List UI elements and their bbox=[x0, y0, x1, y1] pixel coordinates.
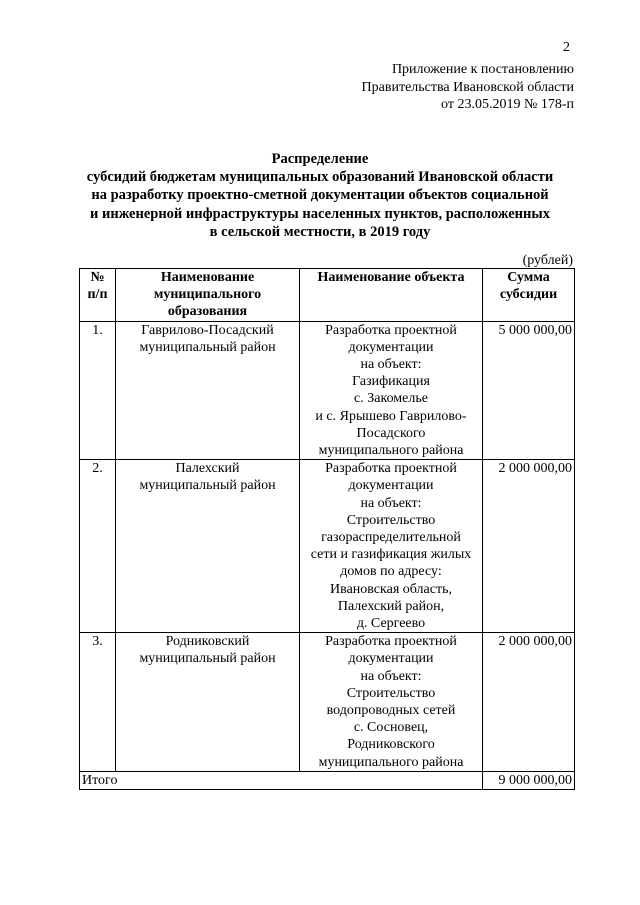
cell-line: документации bbox=[348, 478, 434, 494]
header-line: № bbox=[90, 270, 105, 285]
cell-num: 1. bbox=[80, 321, 116, 460]
cell-line: Строительство bbox=[346, 685, 436, 701]
table-row bbox=[80, 633, 575, 772]
appendix-line: Приложение к постановлению bbox=[391, 62, 574, 77]
cell-line: Газификация bbox=[352, 374, 430, 390]
title-line: Распределение bbox=[271, 151, 369, 167]
cell-line: газораспределительной bbox=[321, 530, 461, 546]
appendix-line: Правительства Ивановской области bbox=[361, 79, 574, 95]
title-line: и инженерной инфраструктуры населенных пунктов, расположенных bbox=[90, 205, 550, 222]
header-line: Сумма bbox=[507, 270, 550, 285]
cell-line: д. Сергеево bbox=[356, 616, 426, 632]
cell-sum: 2 000 000,00 bbox=[483, 460, 575, 633]
page-number: 2 bbox=[563, 40, 570, 55]
cell-num: 2. bbox=[80, 460, 116, 633]
cell-object bbox=[300, 321, 483, 460]
header-municipality bbox=[116, 269, 300, 322]
header-line: субсидии bbox=[499, 287, 558, 303]
cell-line: водопроводных сетей bbox=[326, 703, 456, 719]
cell-line: Палехский район, bbox=[337, 598, 445, 614]
header-line: Наименование объекта bbox=[317, 270, 465, 285]
cell-line: документации bbox=[348, 651, 434, 667]
header-line: образования bbox=[167, 304, 248, 320]
cell-line: Родниковский bbox=[165, 634, 250, 650]
header-sum bbox=[483, 269, 575, 322]
total-row bbox=[80, 771, 575, 789]
cell-municipality bbox=[116, 321, 300, 460]
cell-line: Посадского bbox=[356, 425, 426, 441]
cell-line: Разработка проектной bbox=[325, 322, 457, 338]
cell-line: с. Закомелье bbox=[354, 391, 428, 407]
cell-line: Гаврилово-Посадский bbox=[141, 322, 274, 338]
cell-line: документации bbox=[348, 339, 434, 355]
cell-line: сети и газификация жилых bbox=[310, 547, 472, 563]
cell-line: домов по адресу: bbox=[340, 564, 442, 580]
cell-line: на объект: bbox=[360, 495, 422, 511]
cell-line: Ивановская область, bbox=[330, 581, 452, 597]
title-line: в сельской местности, в 2019 году bbox=[209, 223, 431, 240]
header-object bbox=[300, 269, 483, 322]
cell-line: муниципального района bbox=[318, 754, 464, 770]
document-title bbox=[0, 150, 640, 241]
header-num bbox=[80, 269, 116, 322]
title-line: на разработку проектно-сметной документации объектов социальной bbox=[91, 187, 549, 204]
cell-line: с. Сосновец, bbox=[353, 720, 429, 736]
appendix-line: от 23.05.2019 № 178-п bbox=[441, 97, 574, 112]
cell-line: муниципального района bbox=[318, 443, 464, 459]
unit-label: (рублей) bbox=[522, 253, 573, 268]
cell-line: муниципальный район bbox=[139, 651, 276, 667]
subsidy-table bbox=[79, 268, 575, 790]
cell-line: муниципальный район bbox=[139, 339, 276, 355]
total-label: Итого bbox=[80, 771, 483, 789]
total-sum: 9 000 000,00 bbox=[483, 771, 575, 789]
title-line: субсидий бюджетам муниципальных образований Ивановской области bbox=[86, 169, 554, 186]
cell-line: на объект: bbox=[360, 357, 422, 373]
table-row bbox=[80, 321, 575, 460]
cell-line: Разработка проектной bbox=[325, 461, 457, 477]
cell-object bbox=[300, 633, 483, 772]
header-row bbox=[80, 269, 575, 322]
cell-num: 3. bbox=[80, 633, 116, 772]
cell-line: муниципальный район bbox=[139, 478, 276, 494]
cell-line: Палехский bbox=[175, 461, 240, 477]
cell-line: на объект: bbox=[360, 668, 422, 684]
cell-line: Родниковского bbox=[347, 737, 435, 753]
cell-municipality bbox=[116, 633, 300, 772]
table-row bbox=[80, 460, 575, 633]
header-line: муниципального bbox=[153, 287, 262, 303]
cell-municipality bbox=[116, 460, 300, 633]
header-line: п/п bbox=[87, 287, 108, 303]
header-line: Наименование bbox=[160, 270, 255, 285]
cell-object bbox=[300, 460, 483, 633]
cell-sum: 2 000 000,00 bbox=[483, 633, 575, 772]
cell-line: Разработка проектной bbox=[325, 634, 457, 650]
cell-line: Строительство bbox=[346, 512, 436, 528]
cell-sum: 5 000 000,00 bbox=[483, 321, 575, 460]
appendix-block bbox=[362, 61, 574, 114]
cell-line: и с. Ярышево Гаврилово- bbox=[315, 408, 467, 424]
